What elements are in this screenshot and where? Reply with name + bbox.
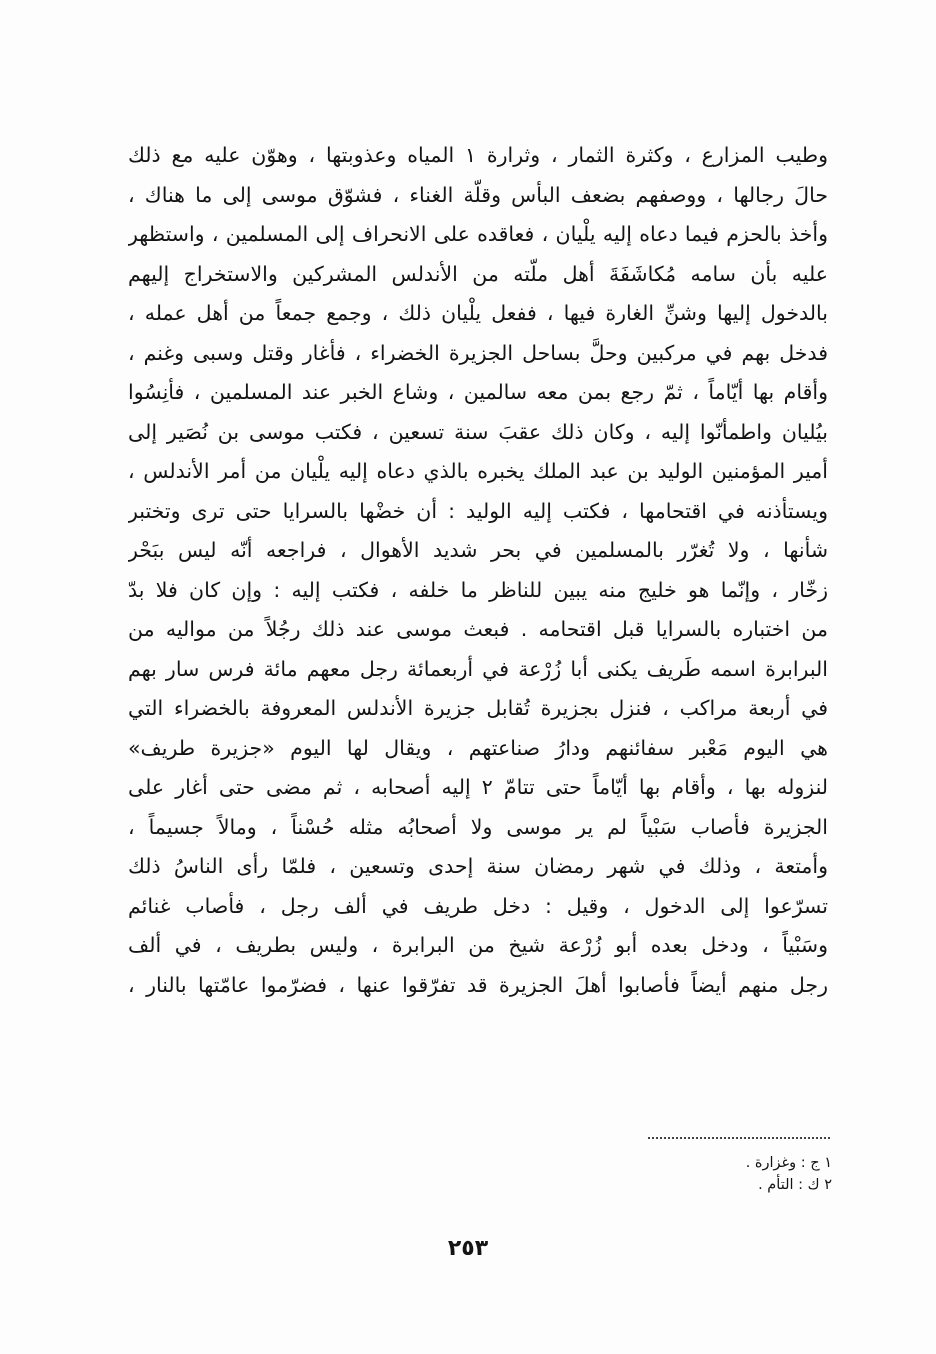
text-line: بيُليان واطمأنّوا إليه ، وكان ذلك عقبَ سنة تسعين ، فكتب موسى بن نُصَير إلى (128, 419, 828, 444)
footnotes (560, 1152, 832, 1196)
text-line: عليه بأن سامه مُكاشَفَةَ أهل ملّته من الأندلس المشركين والاستخراج إليهم (128, 261, 828, 286)
text-line: هي اليوم مَعْبر سفائنهم ودارُ صناعتهم ، ويقال لها اليوم «جزيرة طريف» (128, 735, 828, 760)
text-line: بالدخول إليها وشنِّ الغارة فيها ، ففعل يلْيان ذلك ، وجمع جمعاً من أهل عمله ، (128, 301, 828, 325)
text-line: حالَ رجالها ، ووصفهم بضعف البأس وقلّة الغناء ، فشوّق موسى إلى ما هناك ، (128, 182, 828, 207)
text-line: رجل منهم أيضاً فأصابوا أهلَ الجزيرة قد تفرّقوا عنها ، فضرّموا عامّتها بالنار ، (128, 972, 828, 997)
text-line: من اختباره بالسرايا قبل اقتحامه . فبعث موسى عند ذلك رجُلاً من مواليه من (128, 617, 828, 641)
text-line: وأمتعة ، وذلك في شهر رمضان سنة إحدى وتسعين ، فلمّا رأى الناسُ ذلك (128, 854, 828, 878)
text-line: ويستأذنه في اقتحامها ، فكتب إليه الوليد : أن خضْها بالسرايا حتى ترى وتختبر (128, 498, 828, 523)
main-text-block (128, 136, 828, 1005)
text-line: في أربعة مراكب ، فنزل بجزيرة تُقابل جزيرة الأندلس المعروفة بالخضراء التي (128, 696, 828, 720)
footnote: ١ ج : وغزارة . (745, 1155, 832, 1171)
footnote: ٢ ك : التأم . (758, 1177, 832, 1193)
text-line: تسرّعوا إلى الدخول ، وقيل : دخل طريف في ألف رجل ، فأصاب غنائم (128, 893, 828, 918)
footnote-separator (648, 1137, 830, 1139)
text-line: زخّار ، وإنّما هو خليج منه يبين للناظر ما خلفه ، فكتب إليه : وإن كان فلا بدّ (128, 577, 828, 602)
text-line: وأقام بها أيّاماً ، ثمّ رجع بمن معه سالمين ، وشاع الخبر عند المسلمين ، فأنِسُوا (128, 380, 828, 404)
text-line: وطيب المزارع ، وكثرة الثمار ، وثرارة ١ المياه وعذوبتها ، وهوّن عليه مع ذلك (128, 143, 828, 167)
text-line: وأخذ بالحزم فيما دعاه إليه يلْيان ، فعاقده على الانحراف إلى المسلمين ، واستظهر (128, 222, 828, 246)
text-line: شأنها ، ولا تُغرّر بالمسلمين في بحر شديد الأهوال ، فراجعه أنّه ليس ببَحْر (128, 538, 828, 562)
text-line: لنزوله بها ، وأقام بها أيّاماً حتى تتامّ ٢ إليه أصحابه ، ثم مضى حتى أغار على (128, 775, 828, 799)
text-line: البرابرة اسمه طَريف يكنى أبا زُرْعة في أربعمائة رجل معهم مائة فرس سار بهم (128, 656, 828, 681)
text-line: الجزيرة فأصاب سَبْياً لم ير موسى ولا أصحابُه مثله حُسْناً ، ومالاً جسيماً ، (128, 814, 828, 839)
page-number: ٢٥٣ (447, 1236, 489, 1261)
text-line: أمير المؤمنين الوليد بن عبد الملك يخبره بالذي دعاه إليه يلْيان من أمر الأندلس ، (128, 459, 828, 483)
text-line: وسَبْياً ، ودخل بعده أبو زُرْعة شيخ من البرابرة ، وليس بطريف ، في ألف (128, 933, 828, 957)
text-line: فدخل بهم في مركبين وحلَّ بساحل الجزيرة الخضراء ، فأغار وقتل وسبى وغنم ، (128, 340, 828, 365)
